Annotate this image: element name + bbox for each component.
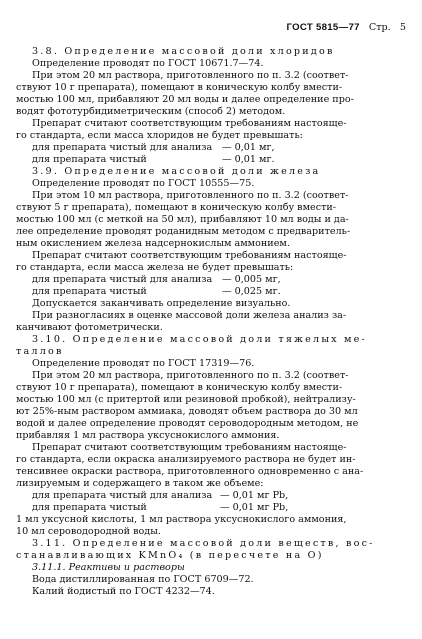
paragraph-line: При разногласиях в оценке массовой доли железа анализ за-: [32, 310, 347, 321]
paragraph-line: 1 мл уксусной кислоты, 1 мл раствора уксуснокислого аммония,: [16, 514, 347, 525]
limit-value: — 0,01 мг Pb,: [220, 502, 289, 513]
paragraph-line: ствуют 10 г препарата), помещают в коническую колбу вмести-: [16, 382, 343, 393]
paragraph-line: При этом 20 мл раствора, приготовленного по п. 3.2 (соответ-: [32, 70, 349, 81]
paragraph-line: го стандарта, если масса железа не будет превышать:: [16, 262, 294, 273]
paragraph-line: ют 25%-ным раствором аммиака, доводят объем раствора до 30 мл: [16, 406, 358, 417]
paragraph-line: ствуют 10 г препарата), помещают в коническую колбу вмести-: [16, 82, 343, 93]
section-heading-3-10-cont: таллов: [16, 346, 64, 357]
paragraph-line: Калий йодистый по ГОСТ 4232—74.: [32, 586, 215, 597]
limit-value: — 0,01 мг.: [222, 154, 275, 165]
limit-label: для препарата чистый для анализа: [32, 490, 213, 501]
paragraph-line: Допускается заканчивать определение визуально.: [32, 298, 291, 309]
limit-row: [16, 490, 406, 502]
paragraph-line: водят фототурбидиметрическим (способ 2) методом.: [16, 106, 286, 117]
paragraph-line: Определение проводят по ГОСТ 10555—75.: [32, 178, 255, 189]
paragraph-line: го стандарта, если масса хлоридов не будет превышать:: [16, 130, 303, 141]
section-heading-3-9: 3.9. Определение массовой доли железа: [32, 166, 321, 177]
paragraph-line: мостью 100 мл (с притертой или резиновой пробкой), нейтрализу-: [16, 394, 356, 405]
paragraph-line: лее определение проводят роданидным методом с предваритель-: [16, 226, 351, 237]
paragraph-line: мостью 100 мл (с меткой на 50 мл), прибавляют 10 мл воды и да-: [16, 214, 349, 225]
section-heading-3-10: 3.10. Определение массовой доли тяжелых ме-: [32, 334, 367, 345]
paragraph-line: Препарат считают соответствующим требованиям настояще-: [32, 442, 347, 453]
paragraph-line: канчивают фотометрически.: [16, 322, 163, 333]
limit-value: — 0,01 мг Pb,: [220, 490, 289, 501]
limit-label: для препарата чистый для анализа: [32, 274, 213, 285]
paragraph-line: 10 мл сероводородной воды.: [16, 526, 161, 537]
page-label: Стр.: [368, 22, 391, 33]
limit-label: для препарата чистый: [32, 502, 147, 513]
paragraph-line: Определение проводят по ГОСТ 17319—76.: [32, 358, 255, 369]
limit-label: для препарата чистый: [32, 286, 147, 297]
limit-row: [16, 274, 406, 286]
limit-value: — 0,01 мг,: [222, 142, 275, 153]
limit-label: для препарата чистый: [32, 154, 147, 165]
limit-value: — 0,025 мг.: [222, 286, 281, 297]
paragraph-line: Препарат считают соответствующим требованиям настояще-: [32, 118, 347, 129]
standard-number: ГОСТ 5815—77: [286, 22, 360, 33]
paragraph-line: При этом 10 мл раствора, приготовленного по п. 3.2 (соответ-: [32, 190, 349, 201]
limit-row: [16, 154, 406, 166]
subsection-heading-3-11-1: 3.11.1. Реактивы и растворы: [32, 562, 185, 573]
limit-row: [16, 502, 406, 514]
paragraph-line: При этом 20 мл раствора, приготовленного по п. 3.2 (соответ-: [32, 370, 349, 381]
paragraph-line: Препарат считают соответствующим требованиям настояще-: [32, 250, 347, 261]
limit-row: [16, 286, 406, 298]
limit-row: [16, 142, 406, 154]
paragraph-line: водой и далее определение проводят сероводородным методом, не: [16, 418, 359, 429]
paragraph-line: го стандарта, если окраска анализируемого раствора не будет ин-: [16, 454, 356, 465]
limit-label: для препарата чистый для анализа: [32, 142, 213, 153]
paragraph-line: ным окислением железа надсернокислым аммонием.: [16, 238, 290, 249]
paragraph-line: прибавляя 1 мл раствора уксуснокислого аммония.: [16, 430, 280, 441]
document-body: [16, 46, 406, 598]
paragraph-line: мостью 100 мл, прибавляют 20 мл воды и далее определение про-: [16, 94, 354, 105]
paragraph-line: тенсивнее окраски раствора, приготовленного одновременно с ана-: [16, 466, 364, 477]
section-heading-3-8: 3.8. Определение массовой доли хлоридов: [32, 46, 335, 57]
paragraph-line: Вода дистиллированная по ГОСТ 6709—72.: [32, 574, 254, 585]
paragraph-line: ствуют 5 г препарата), помещают в коническую колбу вмести-: [16, 202, 337, 213]
section-heading-3-11: 3.11. Определение массовой доли веществ, вос-: [32, 538, 375, 549]
limit-value: — 0,005 мг,: [222, 274, 281, 285]
section-heading-3-11-cont: станавливающих KMnO₄ (в пересчете на О): [16, 550, 324, 561]
paragraph-line: Определение проводят по ГОСТ 10671.7—74.: [32, 58, 264, 69]
paragraph-line: лизируемым и содержащего в таком же объеме:: [16, 478, 264, 489]
page-header: [16, 22, 406, 34]
page-number: 5: [399, 22, 406, 33]
